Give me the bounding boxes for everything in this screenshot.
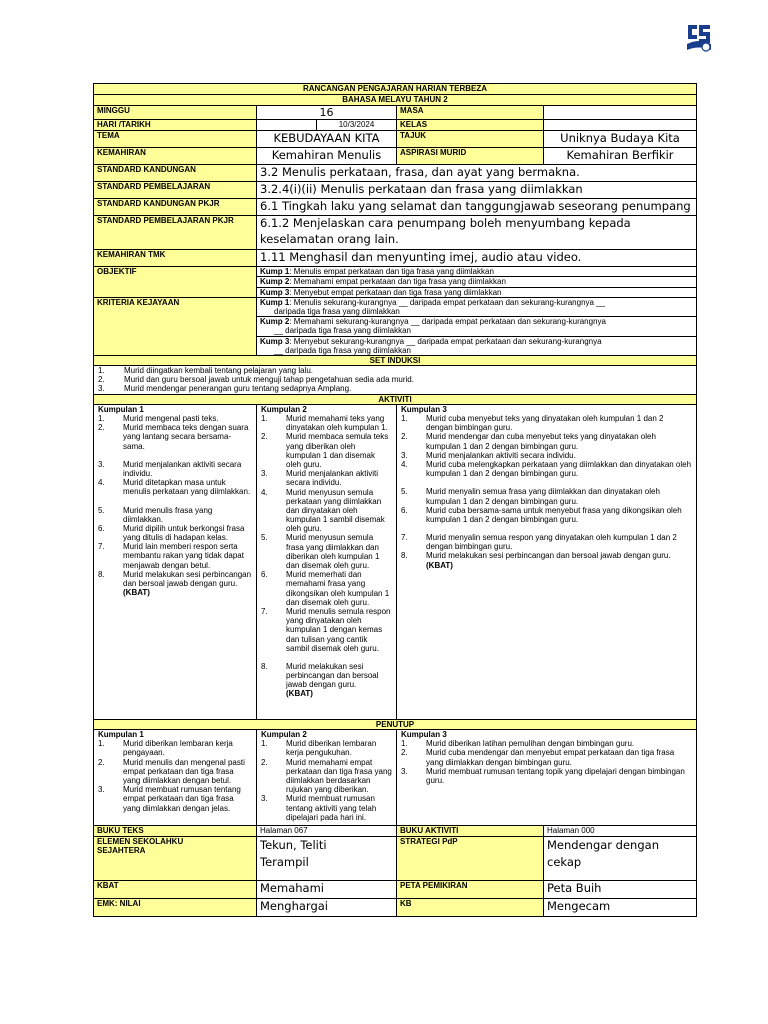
list-item: 2. Murid memahami empat perkataan dan tiga frasa yang diimlakkan berdasarkan rujukan yang diberikan. bbox=[261, 757, 392, 795]
emk-value: Menghargai bbox=[257, 899, 397, 917]
list-item: 7. Murid menyalin semua respon yang dinyatakan oleh kumpulan 1 dan 2 dengan bimbingan guru. bbox=[401, 533, 677, 552]
aktiviti-kumpulan-1 bbox=[94, 404, 257, 719]
buku-teks-label: BUKU TEKS bbox=[94, 826, 257, 837]
list-item: 2. Murid membaca teks dengan suara yang lantang secara bersama-sama. bbox=[98, 423, 249, 451]
group-title: Kumpulan 3 bbox=[401, 404, 447, 414]
group-title: Kumpulan 2 bbox=[261, 730, 307, 739]
group-title: Kumpulan 2 bbox=[261, 404, 307, 414]
elemen-value: Tekun, Teliti Terampil bbox=[257, 837, 397, 881]
list-item: 3. Murid menjalankan aktiviti secara individu. bbox=[401, 450, 576, 460]
kbat-tag: (KBAT) bbox=[123, 588, 150, 598]
strategi-label: STRATEGI PdP bbox=[397, 837, 544, 881]
list-item: 6. Murid dipilih untuk berkongsi frasa yang ditulis di hadapan kelas. bbox=[98, 523, 245, 543]
list-item: 3. Murid membuat rumusan tentang topik yang dipelajari dengan bimbingan guru. bbox=[401, 766, 685, 785]
elemen-label: ELEMEN SEKOLAHKU SEJAHTERA bbox=[94, 837, 257, 881]
tema-value: KEBUDAYAAN KITA bbox=[257, 131, 397, 148]
list-item: 4. Murid ditetapkan masa untuk menulis perkataan yang diimlakkan. bbox=[98, 478, 251, 497]
emk-label: EMK: NILAI bbox=[94, 899, 257, 917]
peta-pemikiran-label: PETA PEMIKIRAN bbox=[397, 881, 544, 899]
aspirasi-value: Kemahiran Berfikir bbox=[544, 148, 697, 165]
standard-pembelajaran-label: STANDARD PEMBELAJARAN bbox=[94, 182, 257, 199]
group-title: Kumpulan 3 bbox=[401, 730, 447, 739]
objektif-label: OBJEKTIF bbox=[94, 267, 257, 298]
list-item: 7. Murid lain memberi respon serta membantu rakan yang tidak dapat menjawab dengan betul. bbox=[98, 542, 244, 570]
kriteria-item: Kump 3: Menyebut sekurang-kurangnya __ daripada empat perkataan dan sekurang-kurangnya __ daripada tiga frasa yang diimlakkan bbox=[260, 336, 602, 355]
penutup-header: PENUTUP bbox=[94, 719, 697, 729]
group-list bbox=[261, 414, 392, 689]
standard-kandungan-pkjr-value: 6.1 Tingkah laku yang selamat dan tanggungjawab seseorang penumpang bbox=[257, 199, 697, 216]
strategi-value: Mendengar dengan cekap bbox=[544, 837, 697, 881]
penutup-kumpulan-3 bbox=[397, 730, 697, 826]
standard-pembelajaran-pkjr-value: 6.1.2 Menjelaskan cara penumpang boleh menyumbang kepada keselamatan orang lain. bbox=[257, 216, 697, 250]
list-item: 1. Murid diberikan lembaran kerja pengayaan. bbox=[98, 739, 233, 758]
list-item: 4. Murid cuba melengkapkan perkataan yang diimlakkan dan dinyatakan oleh kumpulan 1 dan 2 dengan bimbingan guru. bbox=[401, 459, 692, 479]
standard-kandungan-label: STANDARD KANDUNGAN bbox=[94, 165, 257, 182]
buku-teks-value: Halaman 067 bbox=[257, 826, 397, 837]
kemahiran-tmk-value: 1.11 Menghasil dan menyunting imej, audio atau video. bbox=[257, 250, 697, 267]
list-item: 8. Murid melakukan sesi perbincangan dan bersoal jawab dengan guru. bbox=[261, 661, 379, 690]
masa-label: MASA bbox=[397, 106, 544, 120]
kemahiran-tmk-label: KEMAHIRAN TMK bbox=[94, 250, 257, 267]
list-item: 2. Murid membaca semula teks yang diberikan oleh kumpulan 1 dan disemak oleh guru. bbox=[261, 432, 389, 469]
list-item: 7. Murid menulis semula respon yang dinyatakan oleh kumpulan 1 dengan kemas dan tulisan yang cantik sambil disemak oleh guru. bbox=[261, 606, 391, 653]
group-list bbox=[261, 739, 392, 822]
objektif-item: Kump 2: Memahami empat perkataan dan tiga frasa yang diimlakkan bbox=[257, 277, 696, 287]
kriteria-item: Kump 1: Menulis sekurang-kurangnya __ daripada empat perkataan dan sekurang-kurangnya __ daripada tiga frasa yang diimlakkan bbox=[257, 298, 696, 317]
list-item: 5. Murid menulis frasa yang diimlakkan. bbox=[98, 505, 213, 524]
kbat-label: KBAT bbox=[94, 881, 257, 899]
list-item: 5. Murid menyalin semua frasa yang diimlakkan dan dinyatakan oleh kumpulan 1 dan 2 dengan bimbingan guru. bbox=[401, 487, 660, 506]
standard-kandungan-pkjr-label: STANDARD KANDUNGAN PKJR bbox=[94, 199, 257, 216]
kriteria-label: KRITERIA KEJAYAAN bbox=[94, 297, 257, 355]
list-item: 3. Murid membuat rumusan tentang empat perkataan dan tiga frasa yang diimlakkan dengan jelas. bbox=[98, 785, 241, 813]
list-item: 5. Murid menyusun semula frasa yang diimlakkan dan diberikan oleh kumpulan 1 dan disemak oleh guru. bbox=[261, 533, 380, 570]
kbat-tag: (KBAT) bbox=[426, 560, 453, 570]
standard-kandungan-value: 3.2 Menulis perkataan, frasa, dan ayat yang bermakna. bbox=[257, 165, 697, 182]
kemahiran-value: Kemahiran Menulis bbox=[257, 148, 397, 165]
penutup-kumpulan-1 bbox=[94, 730, 257, 826]
list-item: 6. Murid memerhati dan memahami frasa yang dikongsikan oleh kumpulan 1 dan disemak oleh guru. bbox=[261, 570, 390, 607]
group-list bbox=[401, 414, 692, 561]
list-item: 3. Murid mendengar penerangan guru tentang sedapnya Amplang. bbox=[98, 384, 352, 394]
hari-label: HARI /TARIKH bbox=[94, 120, 257, 131]
list-item: 1. Murid diingatkan kembali tentang pelajaran yang lalu. bbox=[98, 366, 314, 376]
group-title: Kumpulan 1 bbox=[98, 404, 144, 414]
standard-pembelajaran-pkjr-label: STANDARD PEMBELAJARAN PKJR bbox=[94, 216, 257, 250]
set-induksi-header: SET INDUKSI bbox=[94, 355, 697, 365]
group-list bbox=[98, 739, 252, 813]
list-item: 1. Murid diberikan lembaran kerja pengukuhan. bbox=[261, 739, 377, 758]
list-item: 1. Murid memahami teks yang dinyatakan oleh kumpulan 1. bbox=[261, 414, 388, 433]
list-item: 2. Murid menulis dan mengenal pasti empat perkataan dan tiga frasa yang diimlakkan dengan betul. bbox=[98, 757, 245, 785]
buku-aktiviti-value: Halaman 000 bbox=[544, 826, 697, 837]
list-item: 2. Murid mendengar dan cuba menyebut teks yang dinyatakan oleh kumpulan 1 dan 2 dengan bimbingan guru. bbox=[401, 432, 656, 451]
list-item: 3. Murid membuat rumusan tentang aktiviti yang telah dipelajari pada hari ini. bbox=[261, 794, 377, 822]
objektif-item: Kump 3: Menyebut empat perkataan dan tiga frasa yang diimlakkan bbox=[260, 287, 502, 297]
kemahiran-label: KEMAHIRAN bbox=[94, 148, 257, 165]
group-list bbox=[401, 739, 692, 785]
minggu-value: 16 bbox=[257, 106, 397, 120]
school-logo bbox=[684, 21, 714, 55]
hari-value: 10/3/2024 bbox=[317, 120, 397, 131]
lesson-plan-table bbox=[93, 83, 697, 917]
list-item: 2. Murid dan guru bersoal jawab untuk menguji tahap pengetahuan sedia ada murid. bbox=[98, 375, 414, 385]
kbat-tag: (KBAT) bbox=[286, 689, 313, 699]
list-item: 8. Murid melakukan sesi perbincangan dan bersoal jawab dengan guru. bbox=[401, 551, 671, 561]
minggu-label: MINGGU bbox=[94, 106, 257, 120]
list-item: 1. Murid diberikan latihan pemulihan dengan bimbingan guru. bbox=[401, 739, 635, 749]
list-item: 3. Murid menjalankan aktiviti secara individu. bbox=[261, 469, 379, 488]
lesson-plan-sheet bbox=[93, 83, 696, 917]
plan-subject: BAHASA MELAYU TAHUN 2 bbox=[94, 95, 697, 106]
list-item: 1. Murid cuba menyebut teks yang dinyatakan oleh kumpulan 1 dan 2 dengan bimbingan guru. bbox=[401, 414, 664, 433]
tema-label: TEMA bbox=[94, 131, 257, 148]
tajuk-label: TAJUK bbox=[397, 131, 544, 148]
peta-pemikiran-value: Peta Buih bbox=[544, 881, 697, 899]
list-item: 8. Murid melakukan sesi perbincangan dan bersoal jawab dengan guru. bbox=[98, 569, 252, 588]
list-item: 4. Murid menyusun semula perkataan yang diimlakkan dan dinyatakan oleh kumpulan 1 sambil disemak oleh guru. bbox=[261, 487, 385, 534]
standard-pembelajaran-value: 3.2.4(i)(ii) Menulis perkataan dan frasa yang diimlakkan bbox=[257, 182, 697, 199]
list-item: 6. Murid cuba bersama-sama untuk menyebut frasa yang dikongsikan oleh kumpulan 1 dan 2 dengan bimbingan guru. bbox=[401, 505, 682, 524]
kb-value: Mengecam bbox=[544, 899, 697, 917]
set-induksi-list bbox=[94, 366, 697, 395]
aspirasi-label: ASPIRASI MURID bbox=[397, 148, 544, 165]
plan-title: RANCANGAN PENGAJARAN HARIAN TERBEZA bbox=[94, 84, 697, 95]
list-item: 3. Murid menjalankan aktiviti secara individu. bbox=[98, 459, 242, 478]
group-list bbox=[98, 414, 252, 588]
group-title: Kumpulan 1 bbox=[98, 730, 144, 739]
penutup-kumpulan-2 bbox=[257, 730, 397, 826]
kb-label: KB bbox=[397, 899, 544, 917]
aktiviti-kumpulan-3 bbox=[397, 404, 697, 719]
masa-value bbox=[544, 106, 697, 120]
kelas-label: KELAS bbox=[397, 120, 544, 131]
aktiviti-kumpulan-2 bbox=[257, 404, 397, 719]
buku-aktiviti-label: BUKU AKTIVITI bbox=[397, 826, 544, 837]
tajuk-value: Uniknya Budaya Kita bbox=[544, 131, 697, 148]
kelas-value bbox=[544, 120, 697, 131]
list-item: 2. Murid cuba mendengar dan menyebut empat perkataan dan tiga frasa yang diimlakkan dengan bimbingan guru. bbox=[401, 748, 675, 767]
objektif-item: Kump 1: Menulis empat perkataan dan tiga frasa yang diimlakkan bbox=[257, 267, 696, 277]
kbat-value: Memahami bbox=[257, 881, 397, 899]
aktiviti-header: AKTIVITI bbox=[94, 394, 697, 404]
list-item: 1. Murid mengenal pasti teks. bbox=[98, 414, 219, 423]
kriteria-item: Kump 2: Memahami sekurang-kurangnya __ daripada empat perkataan dan sekurang-kurangnya __ daripada tiga frasa yang diimlakkan bbox=[257, 317, 696, 336]
